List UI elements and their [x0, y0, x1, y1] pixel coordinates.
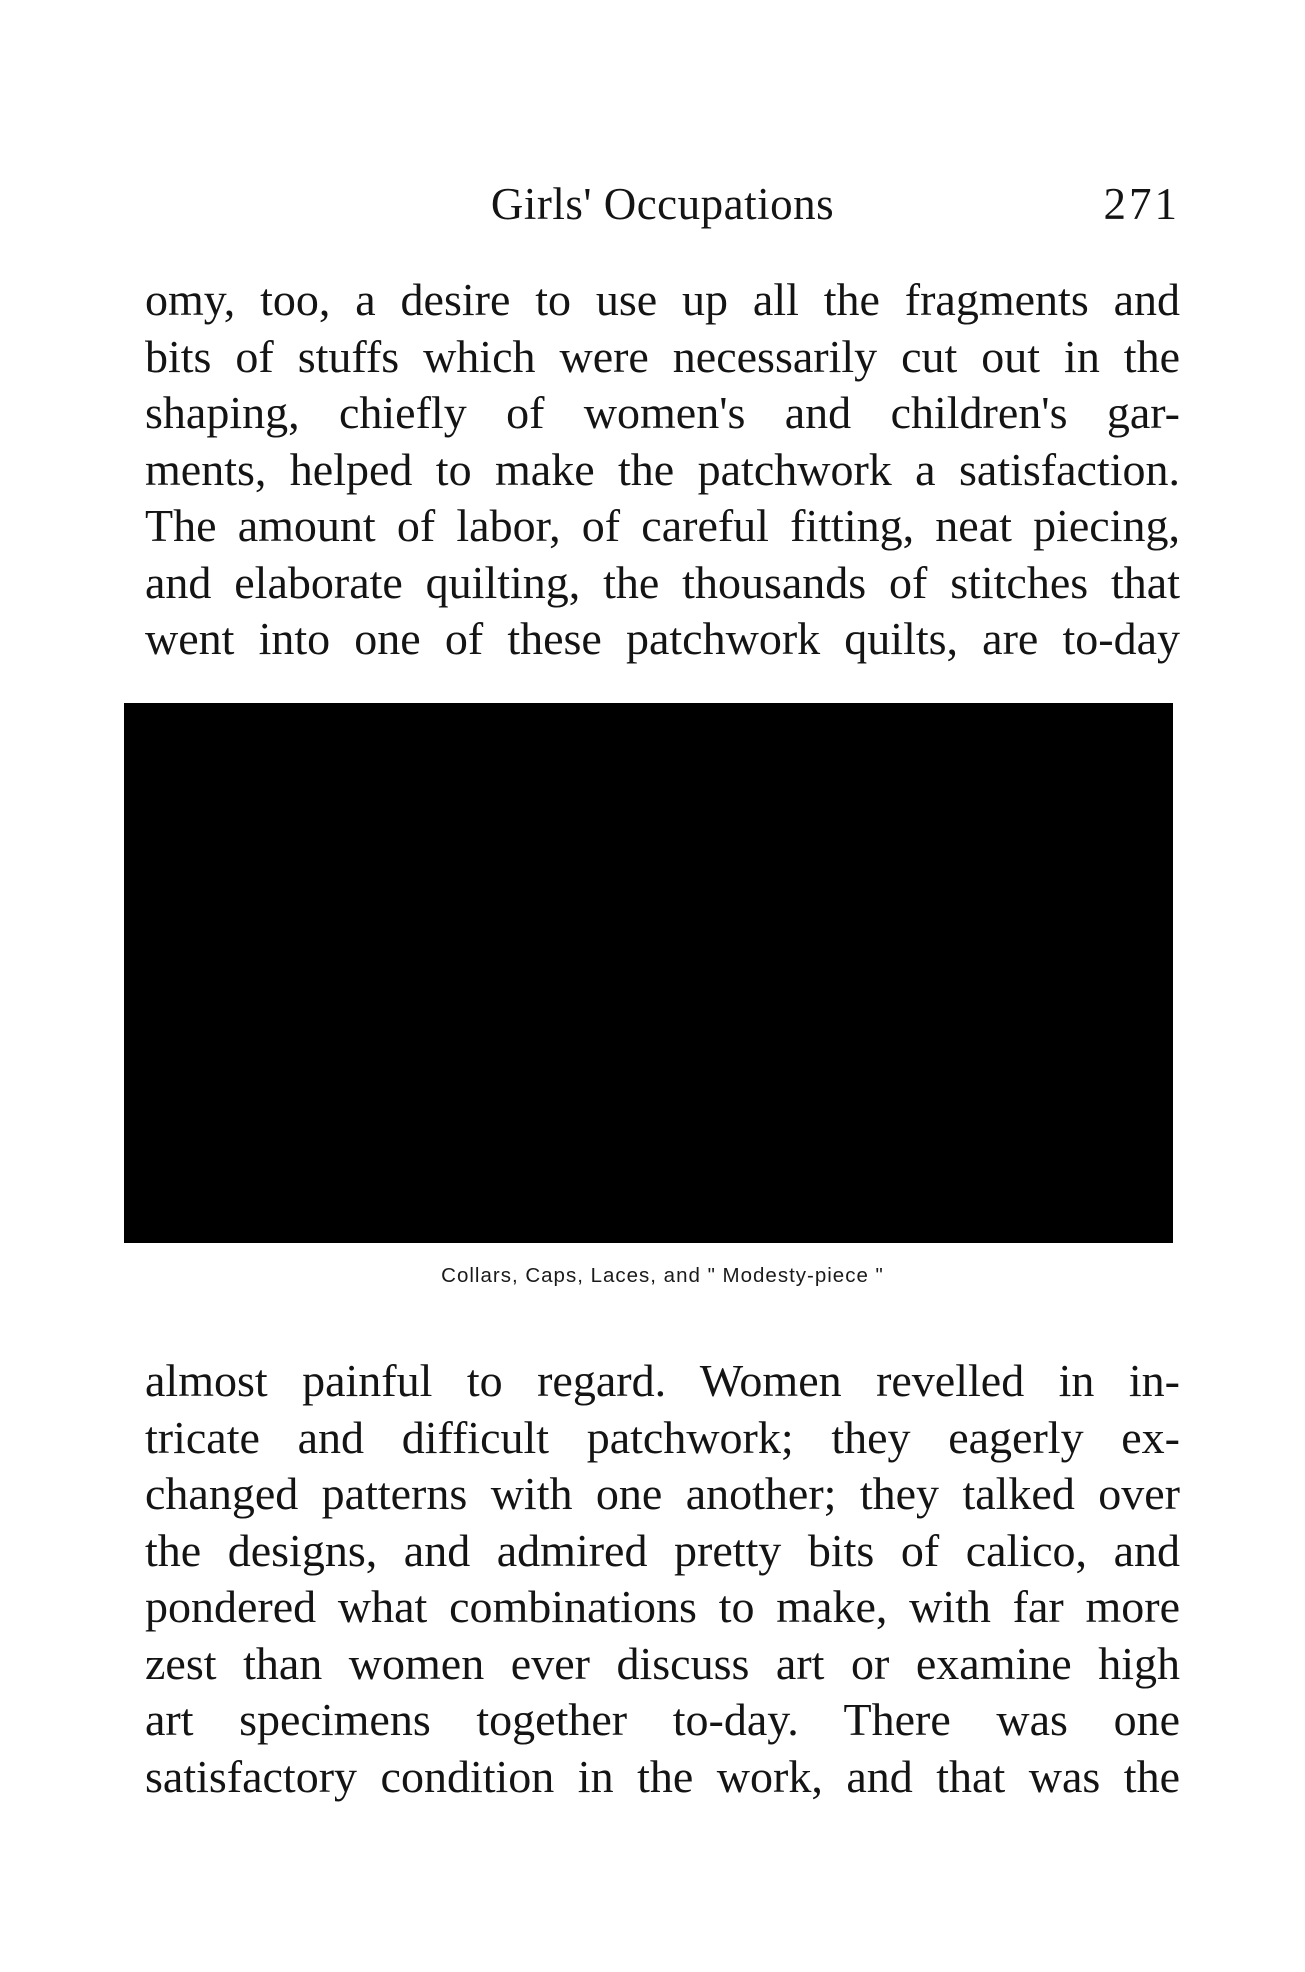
text-line: and elaborate quilting, the thousands of stitches that: [145, 556, 1180, 608]
text-line: zest than women ever discuss art or examine high: [145, 1637, 1180, 1689]
text-line: pondered what combinations to make, with far more: [145, 1581, 1180, 1632]
text-line: omy, too, a desire to use up all the fragments and: [145, 274, 1180, 325]
running-head: [145, 178, 1180, 238]
figure-plate: [124, 703, 1173, 1243]
text-line: shaping, chiefly of women's and children's gar-: [145, 387, 1180, 438]
paragraph-bottom: [145, 1353, 1180, 1805]
text-line: almost painful to regard. Women revelled in in-: [145, 1355, 1180, 1406]
text-line: the designs, and admired pretty bits of calico, and: [145, 1524, 1180, 1576]
text-line: art specimens together to-day. There was one: [145, 1694, 1180, 1745]
text-line: tricate and difficult patchwork; they eagerly ex-: [145, 1411, 1180, 1463]
text-line: satisfactory condition in the work, and that was the: [145, 1750, 1180, 1802]
text-line: changed patterns with one another; they talked over: [145, 1468, 1180, 1519]
running-title: Girls' Occupations: [490, 179, 835, 229]
paragraph-top: [145, 272, 1180, 668]
text-line: went into one of these patchwork quilts, are to-day: [145, 613, 1180, 664]
page-number: 271: [1103, 179, 1180, 229]
text-line: The amount of labor, of careful fitting, neat piecing,: [145, 500, 1180, 551]
text-line: ments, helped to make the patchwork a satisfaction.: [145, 443, 1180, 495]
text-line: bits of stuffs which were necessarily cut out in the: [145, 330, 1180, 382]
figure-caption: Collars, Caps, Laces, and " Modesty-piece ": [441, 1264, 884, 1287]
